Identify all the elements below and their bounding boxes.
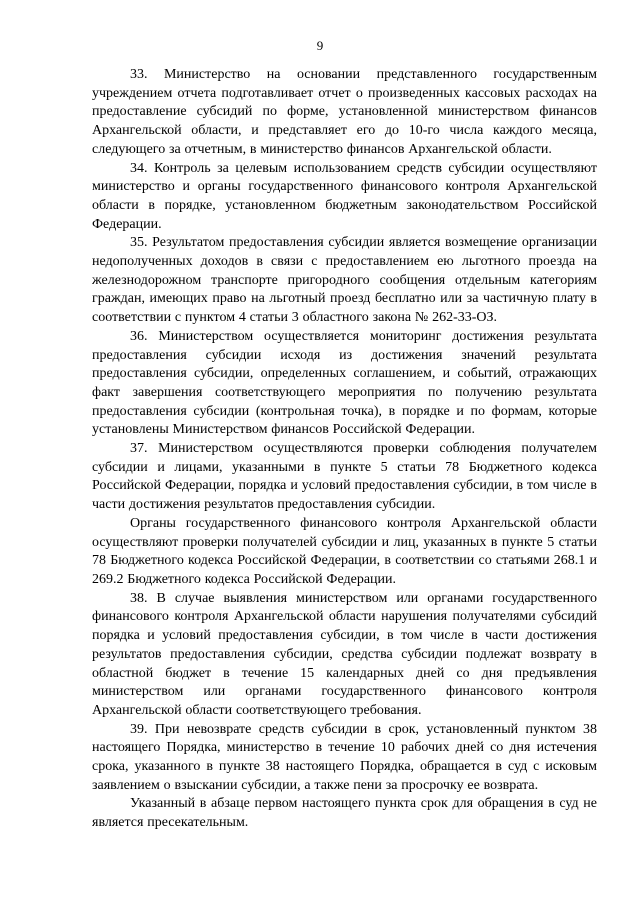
paragraph-36: 36. Министерством осуществляется мониторинг достижения результата предоставления субсидии исходя из достижения значений результата предоставления субсидии, определенных соглашением, и событий, отражающих факт завершения соответствующего мероприятия по получению результата предоставления субсидии (контрольная точка), в порядке и по формам, которые установлены Министерством финансов Российской Федерации. <box>92 328 597 438</box>
paragraph-38: 38. В случае выявления министерством или органами государственного финансового контроля Архангельской области нарушения получателями субсидий порядка и условий предоставления субсидии, в том числе в части достижения результатов предоставления субсидии, средства субсидии подлежат возврату в областной бюджет в течение 15 календарных дней со дня предъявления министерством или органами государственного финансового контроля Архангельской области соответствующего требования. <box>92 590 597 718</box>
paragraph-37-financial-control: Органы государственного финансового контроля Архангельской области осуществляют проверки получателей субсидии и лиц, указанных в пункте 5 статьи 78 Бюджетного кодекса Российской Федерации, в соответствии со статьями 268.1 и 269.2 Бюджетного кодекса Российской Федерации. <box>92 515 597 587</box>
paragraph-33: 33. Министерство на основании представленного государственным учреждением отчета подготавливает отчет о произведенных кассовых расходах на предоставление субсидий по форме, установленной министерством финансов Архангельской области, и представляет его до 10-го числа каждого месяца, следующего за отчетным, в министерство финансов Архангельской области. <box>92 67 597 157</box>
paragraph-39: 39. При невозврате средств субсидии в срок, установленный пунктом 38 настоящего Порядка, министерство в течение 10 рабочих дней со дня истечения срока, указанного в пункте 38 настоящего Порядка, обращается в суд с исковым заявлением о взыскании субсидии, а также пени за просрочку ее возврата. <box>92 721 597 793</box>
document-body <box>92 66 597 833</box>
paragraph-39-deadline-note: Указанный в абзаце первом настоящего пункта срок для обращения в суд не является пресекательным. <box>92 796 597 831</box>
paragraph-37: 37. Министерством осуществляются проверки соблюдения получателем субсидии и лицами, указанными в пункте 5 статьи 78 Бюджетного кодекса Российской Федерации, порядка и условий предоставления субсидии, в том числе в части достижения результатов предоставления субсидии. <box>92 441 597 513</box>
paragraph-35: 35. Результатом предоставления субсидии является возмещение организации недополученных доходов в связи с предоставлением ею льготного проезда на железнодорожном транспорте пригородного сообщения отдельным категориям граждан, имеющих право на льготный проезд бесплатно или за частичную плату в соответствии с пунктом 4 статьи 3 областного закона № 262-33-ОЗ. <box>92 235 597 326</box>
paragraph-34: 34. Контроль за целевым использованием средств субсидии осуществляют министерство и органы государственного финансового контроля Архангельской области в порядке, установленном бюджетным законодательством Российской Федерации. <box>92 160 597 232</box>
page-number: 9 <box>316 38 324 53</box>
